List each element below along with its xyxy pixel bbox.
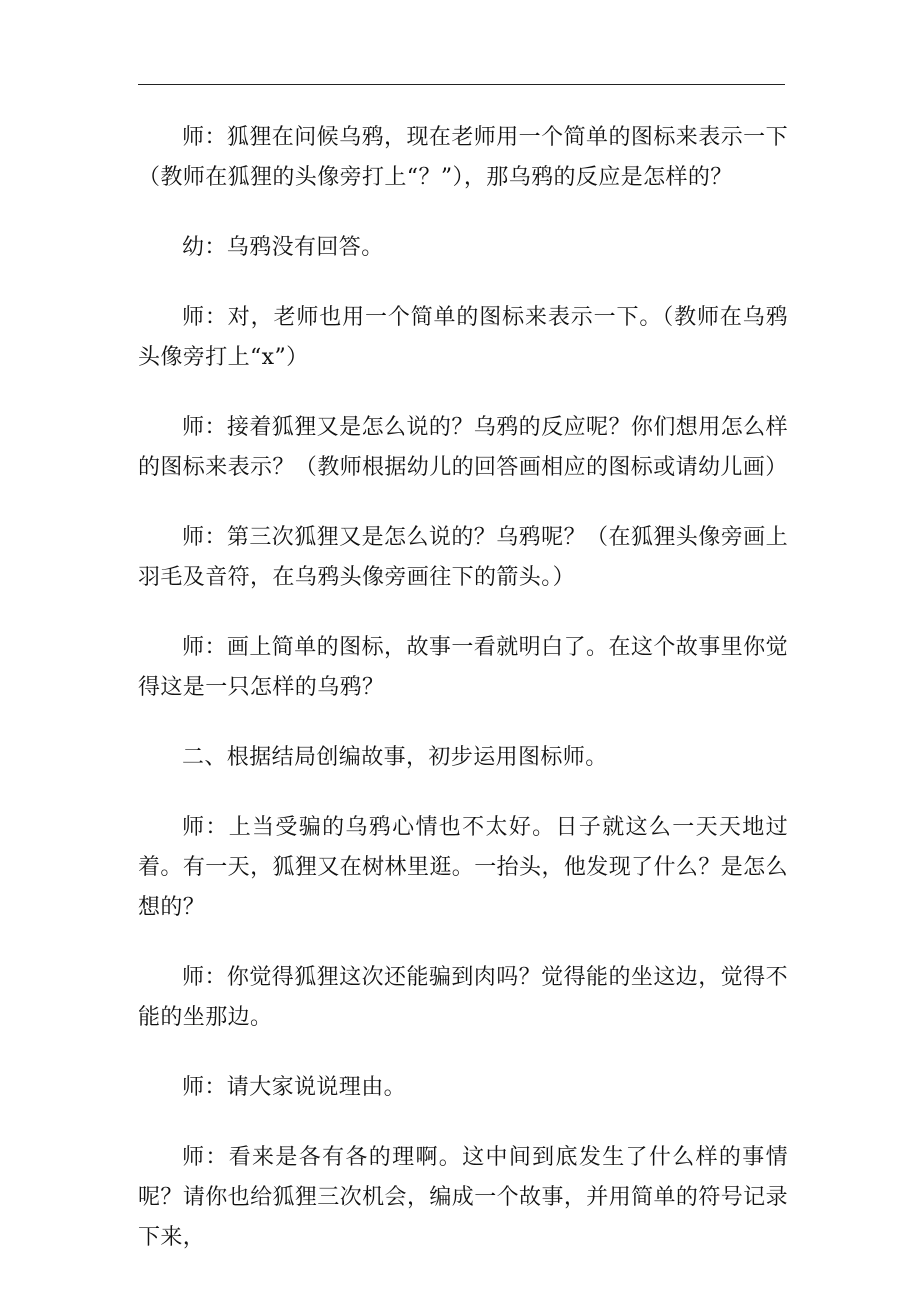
paragraph: 师：狐狸在问候乌鸦，现在老师用一个简单的图标来表示一下（教师在狐狸的头像旁打上“？”），那乌鸦的反应是怎样的？ [138,125,788,190]
section-heading: 二、根据结局创编故事，初步运用图标师。 [182,745,608,770]
paragraph: 师：对，老师也用一个简单的图标来表示一下。（教师在乌鸦头像旁打上“x”） [138,305,788,370]
document-body [138,118,788,1288]
paragraph: 师：第三次狐狸又是怎么说的？乌鸦呢？（在狐狸头像旁画上羽毛及音符，在乌鸦头像旁画往下的箭头。） [138,525,788,590]
paragraph: 师：接着狐狸又是怎么说的？乌鸦的反应呢？你们想用怎么样的图标来表示？（教师根据幼儿的回答画相应的图标或请幼儿画） [138,415,788,480]
paragraph: 师：看来是各有各的理啊。这中间到底发生了什么样的事情呢？请你也给狐狸三次机会，编成一个故事，并用简单的符号记录下来， [138,1145,788,1250]
paragraph: 师：你觉得狐狸这次还能骗到肉吗？觉得能的坐这边，觉得不能的坐那边。 [138,965,788,1030]
paragraph: 幼：乌鸦没有回答。 [182,235,384,260]
paragraph: 师：请大家说说理由。 [182,1075,407,1100]
header-rule [138,84,785,85]
paragraph: 师：上当受骗的乌鸦心情也不太好。日子就这么一天天地过着。有一天，狐狸又在树林里逛。一抬头，他发现了什么？是怎么想的？ [138,815,788,920]
paragraph: 师：画上简单的图标，故事一看就明白了。在这个故事里你觉得这是一只怎样的乌鸦？ [138,635,788,700]
